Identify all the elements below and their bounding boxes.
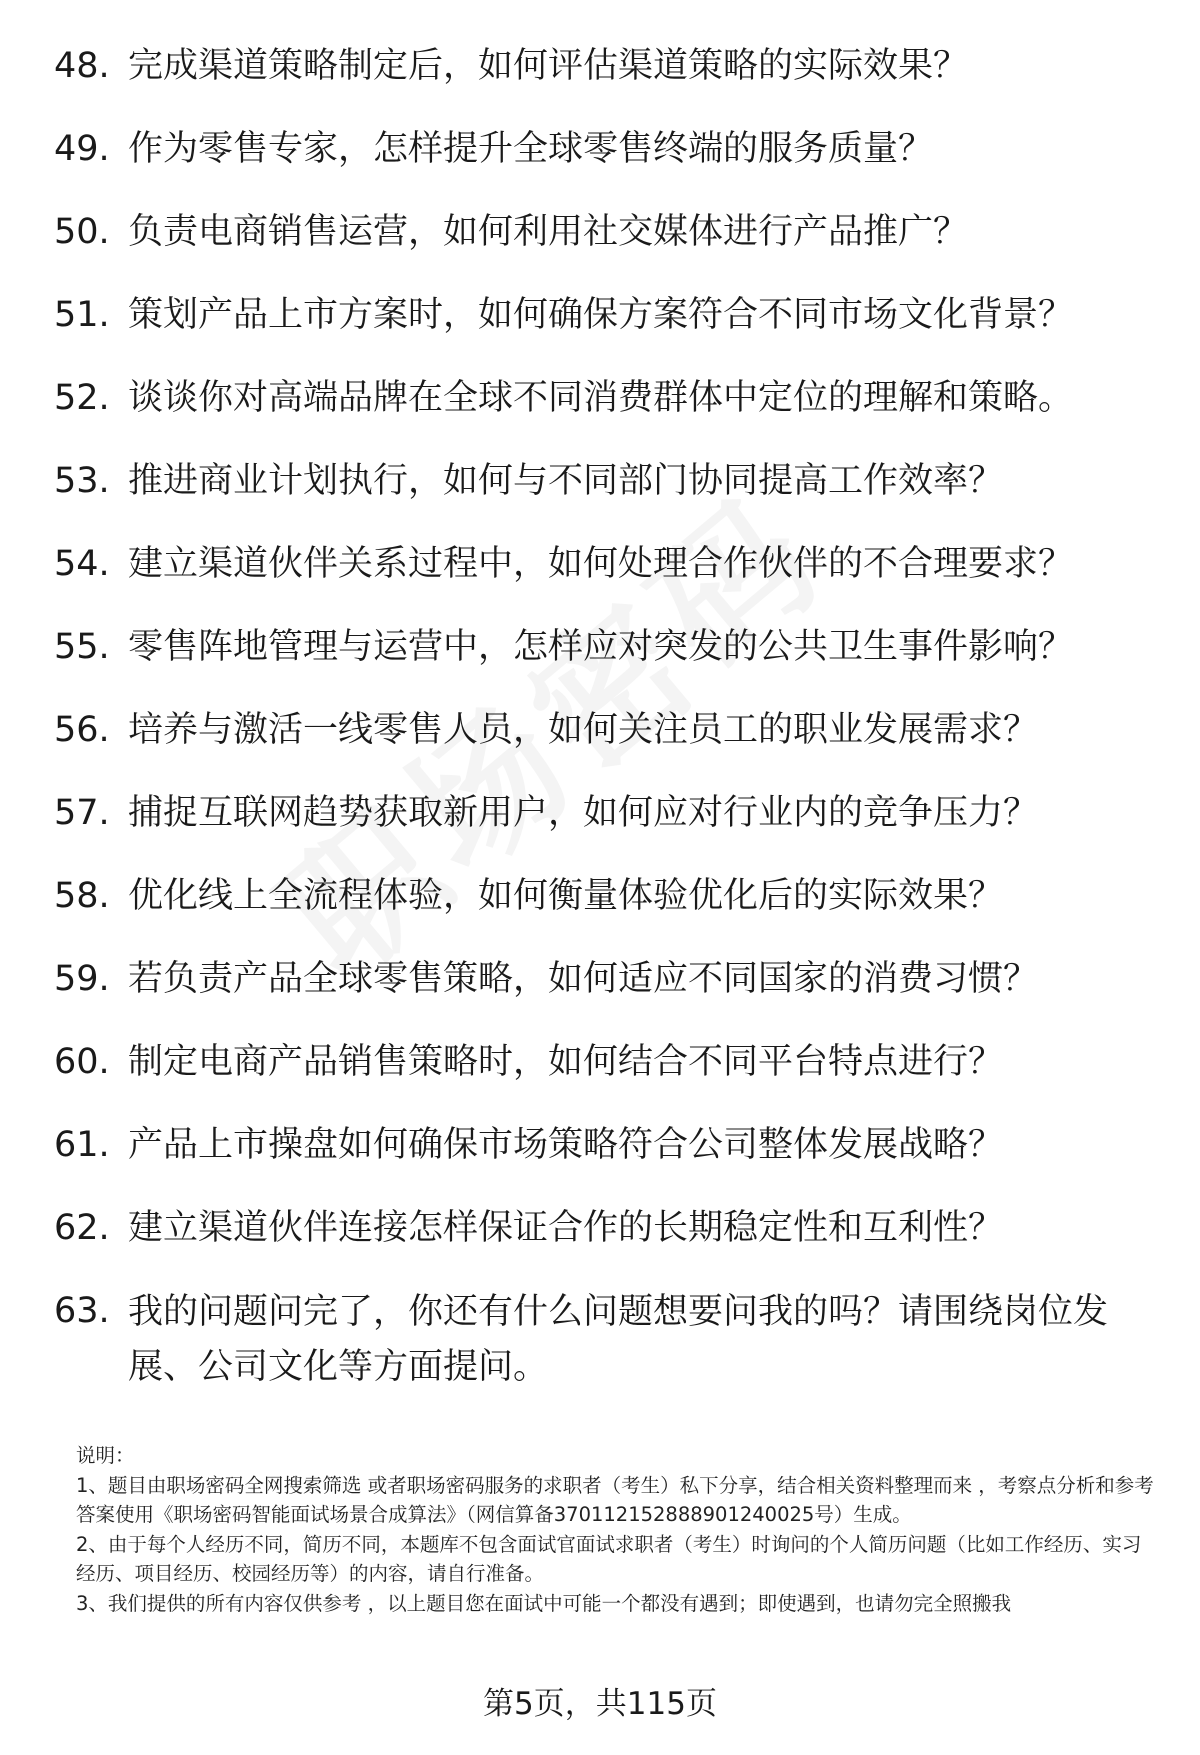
question-number: 52. bbox=[54, 378, 110, 418]
question-item bbox=[0, 455, 1200, 507]
question-text: 若负责产品全球零售策略，如何适应不同国家的消费习惯？ bbox=[128, 959, 1039, 999]
question-number: 56. bbox=[54, 710, 110, 750]
question-text: 完成渠道策略制定后，如何评估渠道策略的实际效果？ bbox=[128, 46, 969, 86]
question-number: 63. bbox=[54, 1291, 110, 1331]
question-text: 优化线上全流程体验，如何衡量体验优化后的实际效果？ bbox=[128, 876, 1004, 916]
question-text: 我的问题问完了，你还有什么问题想要问我的吗？请围绕岗位发展、公司文化等方面提问。 bbox=[128, 1292, 1109, 1387]
question-number: 50. bbox=[54, 212, 110, 252]
question-item bbox=[0, 40, 1200, 92]
question-text: 捕捉互联网趋势获取新用户，如何应对行业内的竞争压力？ bbox=[128, 793, 1039, 833]
question-text: 产品上市操盘如何确保市场策略符合公司整体发展战略？ bbox=[128, 1125, 1004, 1165]
question-item bbox=[0, 206, 1200, 258]
notes-section bbox=[76, 1441, 1156, 1618]
page-number-label: 第5页，共115页 bbox=[483, 1686, 717, 1722]
question-item bbox=[0, 538, 1200, 590]
question-number: 62. bbox=[54, 1208, 110, 1248]
question-item bbox=[0, 704, 1200, 756]
question-number: 53. bbox=[54, 461, 110, 501]
note-item: 3、我们提供的所有内容仅供参考 ，以上题目您在面试中可能一个都没有遇到；即使遇到，也请勿完全照搬我 bbox=[76, 1591, 1012, 1615]
question-number: 49. bbox=[54, 129, 110, 169]
question-number: 59. bbox=[54, 959, 110, 999]
question-number: 55. bbox=[54, 627, 110, 667]
question-text: 建立渠道伙伴连接怎样保证合作的长期稳定性和互利性？ bbox=[128, 1208, 1004, 1248]
question-item bbox=[0, 372, 1200, 424]
page-footer bbox=[0, 1678, 1200, 1723]
question-item bbox=[0, 1036, 1200, 1088]
question-item bbox=[0, 953, 1200, 1005]
question-item bbox=[0, 621, 1200, 673]
question-item bbox=[0, 1285, 1200, 1395]
question-text: 建立渠道伙伴关系过程中，如何处理合作伙伴的不合理要求？ bbox=[128, 544, 1074, 584]
question-text: 推进商业计划执行，如何与不同部门协同提高工作效率？ bbox=[128, 461, 1004, 501]
question-number: 61. bbox=[54, 1125, 110, 1165]
question-number: 54. bbox=[54, 544, 110, 584]
question-text: 作为零售专家，怎样提升全球零售终端的服务质量？ bbox=[128, 129, 934, 169]
question-list bbox=[0, 40, 1200, 1395]
question-number: 58. bbox=[54, 876, 110, 916]
question-text: 制定电商产品销售策略时，如何结合不同平台特点进行？ bbox=[128, 1042, 1004, 1082]
question-item bbox=[0, 870, 1200, 922]
notes-title: 说明： bbox=[76, 1444, 135, 1467]
question-item bbox=[0, 787, 1200, 839]
question-item bbox=[0, 123, 1200, 175]
question-text: 零售阵地管理与运营中，怎样应对突发的公共卫生事件影响？ bbox=[128, 627, 1074, 667]
question-item bbox=[0, 1202, 1200, 1254]
question-number: 57. bbox=[54, 793, 110, 833]
question-text: 负责电商销售运营，如何利用社交媒体进行产品推广？ bbox=[128, 212, 969, 252]
question-text: 培养与激活一线零售人员，如何关注员工的职业发展需求？ bbox=[128, 710, 1039, 750]
note-item: 1、题目由职场密码全网搜索筛选 或者职场密码服务的求职者（考生）私下分享，结合相关资料整理而来 ，考察点分析和参考答案使用《职场密码智能面试场景合成算法》（网信算备370112152888901240025号）生成。 bbox=[76, 1473, 1154, 1526]
question-number: 48. bbox=[54, 46, 110, 86]
note-item: 2、由于每个人经历不同，简历不同，本题库不包含面试官面试求职者（考生）时询问的个人简历问题（比如工作经历、实习经历、项目经历、校园经历等）的内容，请自行准备。 bbox=[76, 1532, 1142, 1585]
question-text: 谈谈你对高端品牌在全球不同消费群体中定位的理解和策略。 bbox=[128, 378, 1074, 418]
question-number: 60. bbox=[54, 1042, 110, 1082]
question-number: 51. bbox=[54, 295, 110, 335]
question-item bbox=[0, 1119, 1200, 1171]
question-item bbox=[0, 289, 1200, 341]
question-text: 策划产品上市方案时，如何确保方案符合不同市场文化背景？ bbox=[128, 295, 1074, 335]
